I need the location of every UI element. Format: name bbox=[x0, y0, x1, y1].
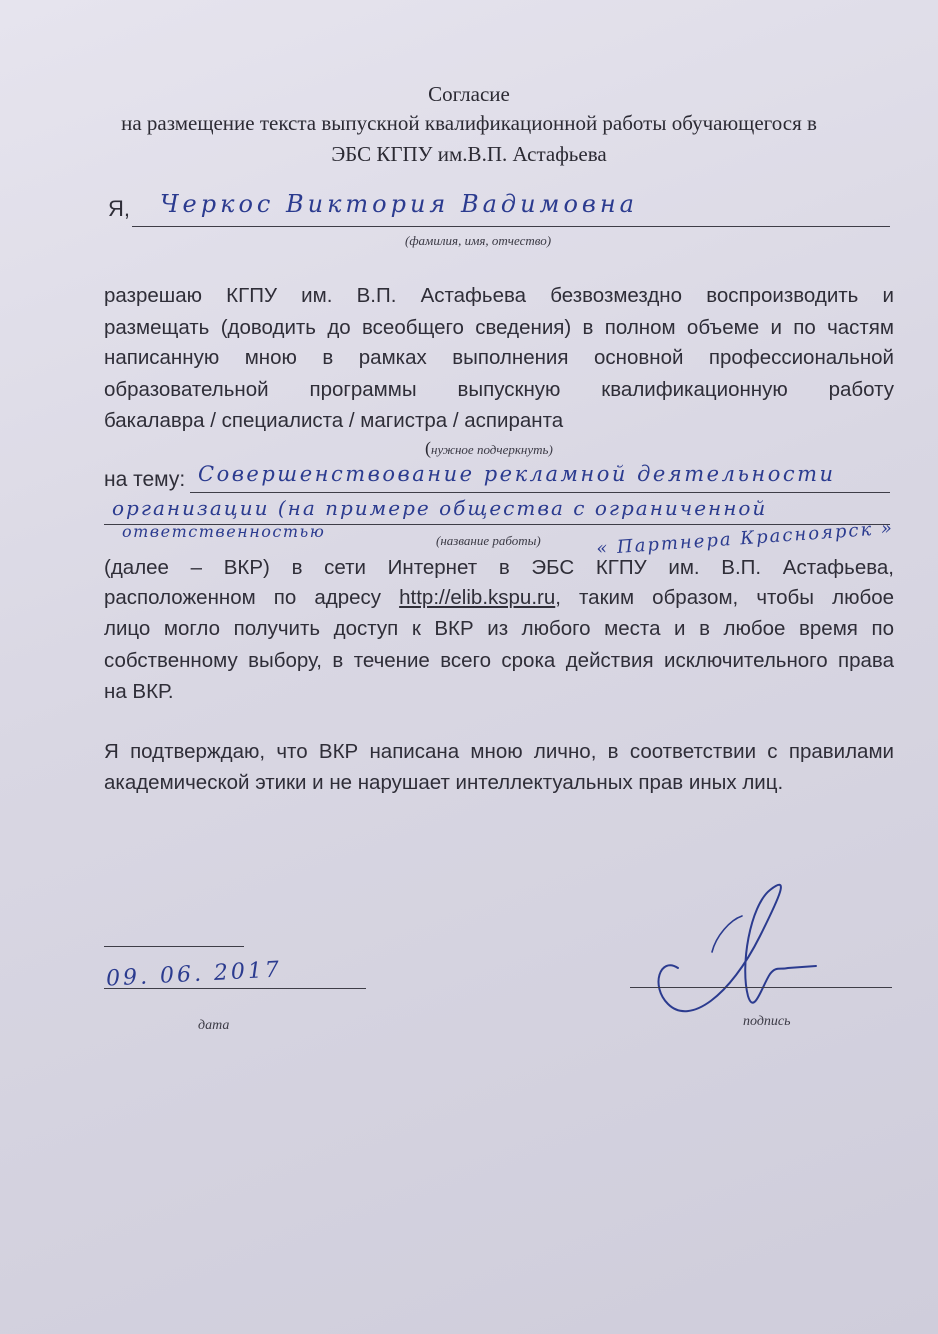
continuation-line-3: лицо могло получить доступ к ВКР из любого места и в любое время по bbox=[104, 617, 894, 640]
date-underline bbox=[104, 988, 366, 989]
continuation-line-4: собственному выбору, в течение всего срока действия исключительного права bbox=[104, 649, 894, 672]
handwritten-name: Черкос Виктория Вадимовна bbox=[160, 190, 638, 218]
handwritten-date: 09. 06. 2017 bbox=[105, 957, 283, 992]
signature-underline bbox=[630, 987, 892, 988]
continuation-url-line: расположенном по адресу http://elib.kspu.ru, таким образом, чтобы любое bbox=[104, 586, 894, 609]
confirmation-line-2: академической этики и не нарушает интеллектуальных прав иных лиц. bbox=[104, 771, 784, 794]
permission-line-3: написанную мною в рамках выполнения основной профессиональной bbox=[104, 346, 894, 369]
name-prefix: Я, bbox=[108, 196, 130, 221]
confirmation-line-1: Я подтверждаю, что ВКР написана мною лично, в соответствии с правилами bbox=[104, 740, 894, 763]
handwritten-topic-line-3b: « Партнера Красноярск » bbox=[595, 517, 895, 560]
document-subtitle-line-1: на размещение текста выпускной квалификационной работы обучающегося в bbox=[121, 111, 817, 135]
document-subtitle-line-2: ЭБС КГПУ им.В.П. Астафьева bbox=[331, 142, 607, 166]
date-caption: дата bbox=[198, 1018, 230, 1033]
underline-caption: (нужное подчеркнуть) bbox=[425, 438, 553, 458]
name-caption: (фамилия, имя, отчество) bbox=[405, 233, 552, 248]
permission-line-1: разрешаю КГПУ им. В.П. Астафьева безвозмездно воспроизводить и bbox=[104, 284, 894, 307]
elib-link[interactable]: http://elib.kspu.ru bbox=[399, 586, 556, 609]
date-short-line bbox=[104, 946, 244, 947]
permission-line-4: образовательной программы выпускную квалификационную работу bbox=[104, 378, 894, 401]
topic-prefix: на тему: bbox=[104, 468, 186, 491]
handwritten-topic-line-2: организации (на примере общества с ограниченной bbox=[112, 496, 768, 520]
topic-caption: (название работы) bbox=[436, 533, 541, 548]
signature-caption: подпись bbox=[743, 1014, 791, 1029]
name-underline bbox=[132, 226, 890, 227]
document-title: Согласие bbox=[428, 82, 510, 106]
permission-line-2: размещать (доводить до всеобщего сведения) в полном объеме и по частям bbox=[104, 316, 894, 339]
continuation-last-line: на ВКР. bbox=[104, 680, 174, 703]
handwritten-topic-line-1: Совершенствование рекламной деятельности bbox=[198, 462, 836, 486]
degree-options: бакалавра / специалиста / магистра / аспиранта bbox=[104, 409, 564, 432]
signature-mark bbox=[620, 876, 840, 1026]
continuation-line-1: (далее – ВКР) в сети Интернет в ЭБС КГПУ им. В.П. Астафьева, bbox=[104, 556, 894, 579]
handwritten-topic-line-3a: ответственностью bbox=[122, 522, 326, 541]
topic-underline-1 bbox=[190, 492, 890, 493]
